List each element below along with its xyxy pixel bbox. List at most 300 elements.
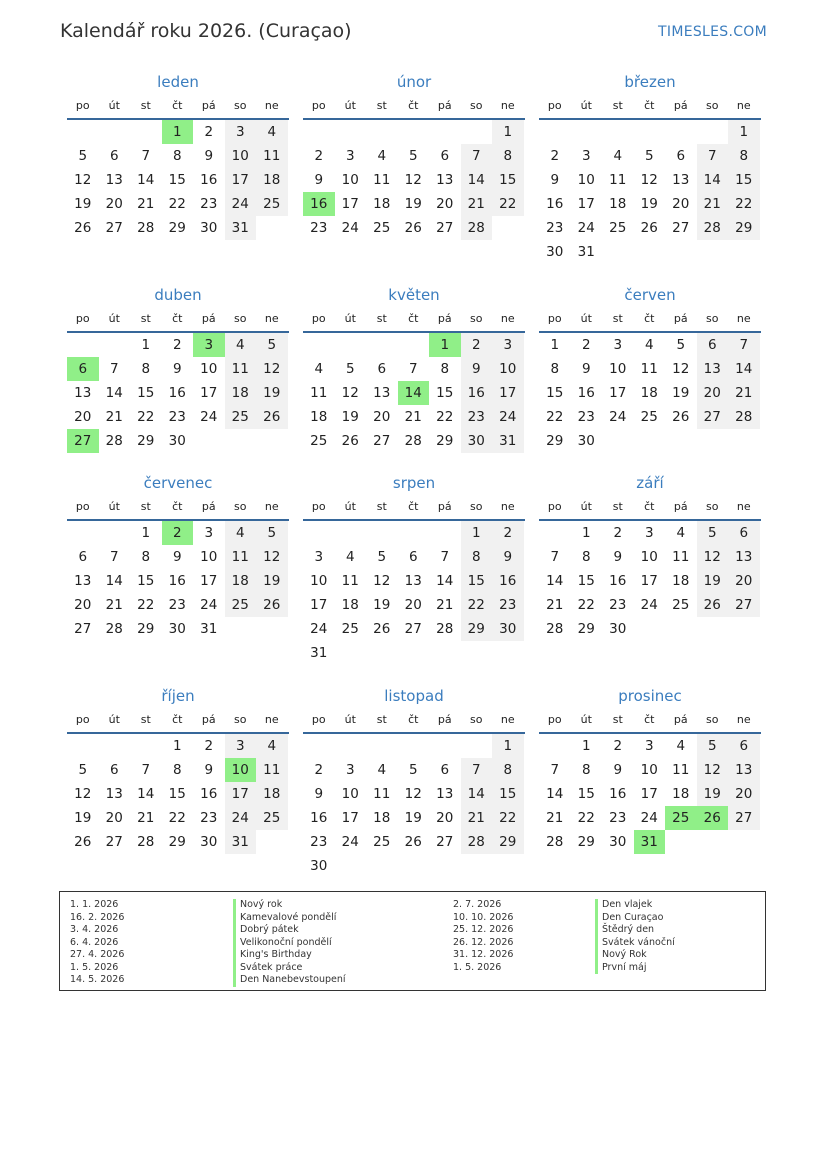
day-cell[interactable]: 21 (436, 597, 454, 613)
day-cell[interactable]: 26 (404, 834, 422, 850)
day-cell[interactable]: 13 (105, 172, 123, 188)
day-cell[interactable]: 16 (609, 573, 627, 589)
day-cell[interactable]: 2 (613, 738, 623, 754)
day-cell[interactable]: 5 (408, 762, 418, 778)
day-cell[interactable]: 19 (373, 597, 391, 613)
day-cell[interactable]: 17 (200, 573, 218, 589)
day-cell[interactable]: 5 (345, 361, 355, 377)
day-cell[interactable]: 9 (613, 762, 623, 778)
day-cell[interactable]: 5 (408, 148, 418, 164)
day-cell[interactable]: 10 (492, 357, 524, 381)
day-cell[interactable]: 12 (697, 758, 729, 782)
day-cell[interactable]: 15 (461, 569, 493, 593)
day-cell[interactable]: 13 (436, 172, 454, 188)
day-cell[interactable]: 19 (256, 569, 288, 593)
brand-logo[interactable]: TIMESLES.COM (658, 24, 767, 40)
day-cell[interactable]: 9 (314, 172, 324, 188)
day-cell[interactable]: 26 (672, 409, 690, 425)
day-cell[interactable]: 26 (404, 220, 422, 236)
day-cell[interactable]: 17 (225, 782, 257, 806)
day-cell[interactable]: 6 (109, 762, 119, 778)
day-cell[interactable]: 29 (461, 617, 493, 641)
day-cell[interactable]: 30 (168, 433, 186, 449)
day-cell[interactable]: 31 (200, 621, 218, 637)
day-cell[interactable]: 2 (204, 738, 214, 754)
day-cell[interactable]: 13 (404, 573, 422, 589)
day-cell[interactable]: 18 (225, 381, 257, 405)
day-cell[interactable]: 8 (581, 549, 591, 565)
day-cell[interactable]: 29 (137, 621, 155, 637)
day-cell[interactable]: 21 (546, 810, 564, 826)
day-cell[interactable]: 31 (492, 429, 524, 453)
day-cell[interactable]: 15 (436, 385, 454, 401)
day-cell[interactable]: 9 (172, 549, 182, 565)
day-cell[interactable]: 6 (408, 549, 418, 565)
day-cell[interactable]: 10 (225, 144, 257, 168)
day-cell[interactable]: 21 (461, 192, 493, 216)
day-cell[interactable]: 1 (172, 738, 182, 754)
holiday-day[interactable]: 31 (634, 830, 666, 854)
day-cell[interactable]: 30 (609, 621, 627, 637)
day-cell[interactable]: 12 (256, 545, 288, 569)
day-cell[interactable]: 23 (310, 220, 328, 236)
day-cell[interactable]: 26 (256, 593, 288, 617)
day-cell[interactable]: 1 (581, 525, 591, 541)
day-cell[interactable]: 5 (697, 521, 729, 545)
day-cell[interactable]: 10 (310, 573, 328, 589)
day-cell[interactable]: 20 (105, 196, 123, 212)
day-cell[interactable]: 23 (609, 597, 627, 613)
day-cell[interactable]: 16 (200, 786, 218, 802)
day-cell[interactable]: 6 (728, 521, 760, 545)
day-cell[interactable]: 3 (644, 738, 654, 754)
day-cell[interactable]: 9 (314, 786, 324, 802)
day-cell[interactable]: 4 (613, 148, 623, 164)
day-cell[interactable]: 20 (697, 381, 729, 405)
day-cell[interactable]: 27 (728, 593, 760, 617)
day-cell[interactable]: 11 (341, 573, 359, 589)
day-cell[interactable]: 2 (581, 337, 591, 353)
day-cell[interactable]: 14 (546, 573, 564, 589)
day-cell[interactable]: 19 (74, 196, 92, 212)
day-cell[interactable]: 23 (200, 196, 218, 212)
day-cell[interactable]: 13 (697, 357, 729, 381)
holiday-day[interactable]: 16 (303, 192, 335, 216)
day-cell[interactable]: 30 (461, 429, 493, 453)
day-cell[interactable]: 5 (377, 549, 387, 565)
day-cell[interactable]: 14 (137, 786, 155, 802)
day-cell[interactable]: 14 (461, 782, 493, 806)
day-cell[interactable]: 16 (461, 381, 493, 405)
day-cell[interactable]: 14 (436, 573, 454, 589)
day-cell[interactable]: 4 (676, 738, 686, 754)
day-cell[interactable]: 30 (200, 220, 218, 236)
day-cell[interactable]: 22 (546, 409, 564, 425)
day-cell[interactable]: 2 (204, 124, 214, 140)
day-cell[interactable]: 7 (408, 361, 418, 377)
day-cell[interactable]: 11 (256, 758, 288, 782)
day-cell[interactable]: 27 (672, 220, 690, 236)
day-cell[interactable]: 28 (697, 216, 729, 240)
day-cell[interactable]: 8 (492, 758, 524, 782)
day-cell[interactable]: 21 (546, 597, 564, 613)
day-cell[interactable]: 7 (697, 144, 729, 168)
day-cell[interactable]: 25 (609, 220, 627, 236)
day-cell[interactable]: 24 (492, 405, 524, 429)
day-cell[interactable]: 4 (225, 521, 257, 545)
day-cell[interactable]: 11 (672, 549, 690, 565)
day-cell[interactable]: 12 (74, 786, 92, 802)
day-cell[interactable]: 14 (105, 385, 123, 401)
day-cell[interactable]: 21 (105, 409, 123, 425)
day-cell[interactable]: 17 (200, 385, 218, 401)
day-cell[interactable]: 6 (377, 361, 387, 377)
day-cell[interactable]: 3 (613, 337, 623, 353)
day-cell[interactable]: 8 (581, 762, 591, 778)
day-cell[interactable]: 15 (168, 786, 186, 802)
day-cell[interactable]: 2 (492, 521, 524, 545)
day-cell[interactable]: 13 (373, 385, 391, 401)
day-cell[interactable]: 15 (137, 573, 155, 589)
day-cell[interactable]: 8 (141, 549, 151, 565)
day-cell[interactable]: 4 (377, 762, 387, 778)
day-cell[interactable]: 27 (728, 806, 760, 830)
day-cell[interactable]: 20 (373, 409, 391, 425)
day-cell[interactable]: 17 (577, 196, 595, 212)
day-cell[interactable]: 1 (728, 120, 760, 144)
day-cell[interactable]: 18 (225, 569, 257, 593)
day-cell[interactable]: 29 (436, 433, 454, 449)
day-cell[interactable]: 2 (314, 148, 324, 164)
day-cell[interactable]: 22 (168, 810, 186, 826)
day-cell[interactable]: 29 (492, 830, 524, 854)
day-cell[interactable]: 8 (492, 144, 524, 168)
day-cell[interactable]: 6 (728, 734, 760, 758)
day-cell[interactable]: 3 (225, 120, 257, 144)
day-cell[interactable]: 7 (550, 762, 560, 778)
day-cell[interactable]: 21 (461, 806, 493, 830)
holiday-day[interactable]: 26 (697, 806, 729, 830)
day-cell[interactable]: 5 (644, 148, 654, 164)
day-cell[interactable]: 19 (256, 381, 288, 405)
day-cell[interactable]: 21 (105, 597, 123, 613)
day-cell[interactable]: 17 (492, 381, 524, 405)
day-cell[interactable]: 11 (609, 172, 627, 188)
day-cell[interactable]: 24 (341, 220, 359, 236)
day-cell[interactable]: 10 (341, 172, 359, 188)
day-cell[interactable]: 6 (697, 333, 729, 357)
day-cell[interactable]: 9 (613, 549, 623, 565)
day-cell[interactable]: 25 (310, 433, 328, 449)
day-cell[interactable]: 12 (74, 172, 92, 188)
day-cell[interactable]: 28 (436, 621, 454, 637)
day-cell[interactable]: 27 (436, 834, 454, 850)
day-cell[interactable]: 11 (373, 786, 391, 802)
day-cell[interactable]: 5 (78, 148, 88, 164)
day-cell[interactable]: 27 (436, 220, 454, 236)
day-cell[interactable]: 1 (492, 734, 524, 758)
day-cell[interactable]: 14 (546, 786, 564, 802)
day-cell[interactable]: 20 (728, 569, 760, 593)
day-cell[interactable]: 11 (225, 545, 257, 569)
day-cell[interactable]: 8 (550, 361, 560, 377)
day-cell[interactable]: 28 (105, 621, 123, 637)
day-cell[interactable]: 7 (728, 333, 760, 357)
day-cell[interactable]: 18 (256, 168, 288, 192)
day-cell[interactable]: 4 (644, 337, 654, 353)
day-cell[interactable]: 11 (310, 385, 328, 401)
day-cell[interactable]: 20 (672, 196, 690, 212)
day-cell[interactable]: 19 (672, 385, 690, 401)
holiday-day[interactable]: 10 (225, 758, 257, 782)
day-cell[interactable]: 29 (577, 834, 595, 850)
day-cell[interactable]: 18 (373, 810, 391, 826)
day-cell[interactable]: 31 (225, 216, 257, 240)
day-cell[interactable]: 22 (492, 192, 524, 216)
day-cell[interactable]: 29 (546, 433, 564, 449)
day-cell[interactable]: 22 (728, 192, 760, 216)
day-cell[interactable]: 25 (341, 621, 359, 637)
day-cell[interactable]: 19 (697, 782, 729, 806)
day-cell[interactable]: 10 (200, 361, 218, 377)
day-cell[interactable]: 17 (341, 196, 359, 212)
day-cell[interactable]: 28 (137, 834, 155, 850)
day-cell[interactable]: 12 (373, 573, 391, 589)
day-cell[interactable]: 3 (644, 525, 654, 541)
day-cell[interactable]: 2 (550, 148, 560, 164)
day-cell[interactable]: 18 (672, 573, 690, 589)
day-cell[interactable]: 17 (640, 786, 658, 802)
day-cell[interactable]: 12 (404, 786, 422, 802)
holiday-day[interactable]: 6 (67, 357, 99, 381)
day-cell[interactable]: 15 (577, 573, 595, 589)
day-cell[interactable]: 10 (577, 172, 595, 188)
day-cell[interactable]: 23 (492, 593, 524, 617)
day-cell[interactable]: 23 (546, 220, 564, 236)
day-cell[interactable]: 14 (697, 168, 729, 192)
day-cell[interactable]: 26 (256, 405, 288, 429)
day-cell[interactable]: 4 (676, 525, 686, 541)
day-cell[interactable]: 27 (404, 621, 422, 637)
day-cell[interactable]: 5 (256, 521, 288, 545)
day-cell[interactable]: 22 (577, 810, 595, 826)
day-cell[interactable]: 1 (461, 521, 493, 545)
day-cell[interactable]: 25 (640, 409, 658, 425)
day-cell[interactable]: 14 (728, 357, 760, 381)
day-cell[interactable]: 6 (109, 148, 119, 164)
day-cell[interactable]: 18 (341, 597, 359, 613)
day-cell[interactable]: 5 (676, 337, 686, 353)
day-cell[interactable]: 23 (461, 405, 493, 429)
day-cell[interactable]: 30 (310, 858, 328, 874)
day-cell[interactable]: 27 (105, 834, 123, 850)
day-cell[interactable]: 28 (728, 405, 760, 429)
holiday-day[interactable]: 14 (398, 381, 430, 405)
day-cell[interactable]: 1 (492, 120, 524, 144)
day-cell[interactable]: 20 (728, 782, 760, 806)
day-cell[interactable]: 15 (137, 385, 155, 401)
day-cell[interactable]: 28 (404, 433, 422, 449)
day-cell[interactable]: 28 (137, 220, 155, 236)
day-cell[interactable]: 28 (105, 433, 123, 449)
day-cell[interactable]: 5 (697, 734, 729, 758)
day-cell[interactable]: 3 (204, 525, 214, 541)
day-cell[interactable]: 24 (640, 597, 658, 613)
day-cell[interactable]: 12 (404, 172, 422, 188)
day-cell[interactable]: 25 (672, 597, 690, 613)
day-cell[interactable]: 21 (697, 192, 729, 216)
day-cell[interactable]: 20 (74, 409, 92, 425)
holiday-day[interactable]: 25 (665, 806, 697, 830)
day-cell[interactable]: 21 (728, 381, 760, 405)
day-cell[interactable]: 9 (492, 545, 524, 569)
day-cell[interactable]: 2 (461, 333, 493, 357)
day-cell[interactable]: 30 (492, 617, 524, 641)
day-cell[interactable]: 15 (492, 168, 524, 192)
day-cell[interactable]: 26 (341, 433, 359, 449)
day-cell[interactable]: 3 (581, 148, 591, 164)
holiday-day[interactable]: 3 (193, 333, 225, 357)
day-cell[interactable]: 19 (640, 196, 658, 212)
day-cell[interactable]: 7 (141, 148, 151, 164)
day-cell[interactable]: 13 (74, 573, 92, 589)
day-cell[interactable]: 11 (672, 762, 690, 778)
day-cell[interactable]: 13 (728, 545, 760, 569)
day-cell[interactable]: 18 (256, 782, 288, 806)
day-cell[interactable]: 3 (345, 148, 355, 164)
day-cell[interactable]: 15 (728, 168, 760, 192)
day-cell[interactable]: 12 (672, 361, 690, 377)
day-cell[interactable]: 16 (200, 172, 218, 188)
day-cell[interactable]: 30 (546, 244, 564, 260)
day-cell[interactable]: 30 (200, 834, 218, 850)
day-cell[interactable]: 24 (225, 192, 257, 216)
day-cell[interactable]: 16 (546, 196, 564, 212)
day-cell[interactable]: 22 (577, 597, 595, 613)
day-cell[interactable]: 24 (341, 834, 359, 850)
day-cell[interactable]: 13 (74, 385, 92, 401)
day-cell[interactable]: 10 (640, 549, 658, 565)
day-cell[interactable]: 3 (225, 734, 257, 758)
day-cell[interactable]: 29 (577, 621, 595, 637)
day-cell[interactable]: 31 (310, 645, 328, 661)
day-cell[interactable]: 23 (577, 409, 595, 425)
day-cell[interactable]: 12 (640, 172, 658, 188)
day-cell[interactable]: 9 (461, 357, 493, 381)
day-cell[interactable]: 18 (310, 409, 328, 425)
day-cell[interactable]: 27 (105, 220, 123, 236)
day-cell[interactable]: 31 (225, 830, 257, 854)
day-cell[interactable]: 6 (440, 762, 450, 778)
day-cell[interactable]: 5 (78, 762, 88, 778)
day-cell[interactable]: 20 (436, 196, 454, 212)
day-cell[interactable]: 1 (141, 337, 151, 353)
day-cell[interactable]: 19 (404, 196, 422, 212)
day-cell[interactable]: 11 (640, 361, 658, 377)
day-cell[interactable]: 23 (200, 810, 218, 826)
day-cell[interactable]: 23 (609, 810, 627, 826)
day-cell[interactable]: 8 (728, 144, 760, 168)
day-cell[interactable]: 10 (640, 762, 658, 778)
day-cell[interactable]: 14 (137, 172, 155, 188)
day-cell[interactable]: 22 (137, 409, 155, 425)
day-cell[interactable]: 20 (404, 597, 422, 613)
day-cell[interactable]: 7 (109, 361, 119, 377)
day-cell[interactable]: 2 (613, 525, 623, 541)
day-cell[interactable]: 30 (577, 433, 595, 449)
day-cell[interactable]: 10 (200, 549, 218, 565)
day-cell[interactable]: 27 (74, 621, 92, 637)
day-cell[interactable]: 6 (676, 148, 686, 164)
day-cell[interactable]: 7 (109, 549, 119, 565)
day-cell[interactable]: 9 (204, 762, 214, 778)
day-cell[interactable]: 9 (172, 361, 182, 377)
day-cell[interactable]: 10 (341, 786, 359, 802)
day-cell[interactable]: 23 (310, 834, 328, 850)
day-cell[interactable]: 18 (640, 385, 658, 401)
day-cell[interactable]: 28 (546, 834, 564, 850)
day-cell[interactable]: 20 (74, 597, 92, 613)
day-cell[interactable]: 8 (440, 361, 450, 377)
day-cell[interactable]: 25 (225, 405, 257, 429)
day-cell[interactable]: 4 (225, 333, 257, 357)
day-cell[interactable]: 4 (256, 120, 288, 144)
day-cell[interactable]: 19 (341, 409, 359, 425)
day-cell[interactable]: 14 (105, 573, 123, 589)
day-cell[interactable]: 3 (345, 762, 355, 778)
day-cell[interactable]: 11 (256, 144, 288, 168)
day-cell[interactable]: 19 (697, 569, 729, 593)
day-cell[interactable]: 17 (225, 168, 257, 192)
day-cell[interactable]: 29 (168, 834, 186, 850)
day-cell[interactable]: 19 (74, 810, 92, 826)
day-cell[interactable]: 24 (200, 597, 218, 613)
day-cell[interactable]: 21 (137, 196, 155, 212)
day-cell[interactable]: 14 (461, 168, 493, 192)
day-cell[interactable]: 25 (373, 220, 391, 236)
day-cell[interactable]: 24 (609, 409, 627, 425)
day-cell[interactable]: 4 (345, 549, 355, 565)
day-cell[interactable]: 15 (546, 385, 564, 401)
day-cell[interactable]: 7 (440, 549, 450, 565)
day-cell[interactable]: 9 (204, 148, 214, 164)
day-cell[interactable]: 16 (492, 569, 524, 593)
day-cell[interactable]: 16 (310, 810, 328, 826)
day-cell[interactable]: 10 (609, 361, 627, 377)
day-cell[interactable]: 21 (404, 409, 422, 425)
day-cell[interactable]: 8 (141, 361, 151, 377)
day-cell[interactable]: 7 (550, 549, 560, 565)
day-cell[interactable]: 27 (373, 433, 391, 449)
day-cell[interactable]: 22 (168, 196, 186, 212)
day-cell[interactable]: 29 (728, 216, 760, 240)
day-cell[interactable]: 23 (168, 597, 186, 613)
day-cell[interactable]: 24 (200, 409, 218, 425)
day-cell[interactable]: 4 (256, 734, 288, 758)
day-cell[interactable]: 25 (256, 192, 288, 216)
day-cell[interactable]: 25 (225, 593, 257, 617)
day-cell[interactable]: 9 (581, 361, 591, 377)
day-cell[interactable]: 26 (697, 593, 729, 617)
day-cell[interactable]: 12 (256, 357, 288, 381)
day-cell[interactable]: 11 (373, 172, 391, 188)
day-cell[interactable]: 30 (168, 621, 186, 637)
day-cell[interactable]: 23 (168, 409, 186, 425)
day-cell[interactable]: 28 (461, 216, 493, 240)
holiday-day[interactable]: 1 (429, 333, 461, 357)
day-cell[interactable]: 28 (546, 621, 564, 637)
day-cell[interactable]: 18 (672, 786, 690, 802)
